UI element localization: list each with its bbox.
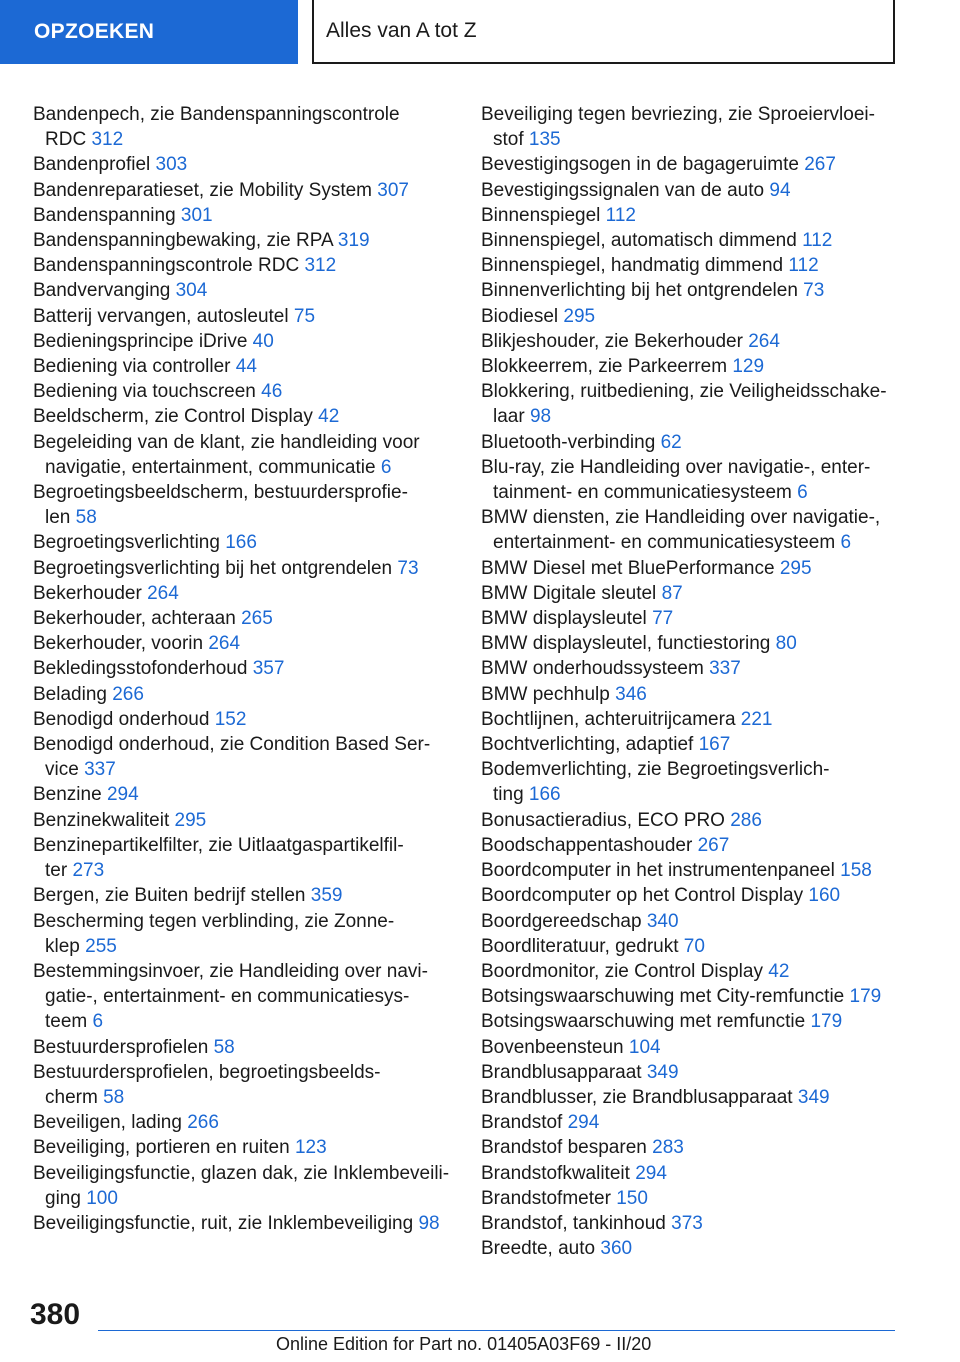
index-entry-text: Benodigd onderhoud, zie Condition Based Ser- vice <box>33 734 431 781</box>
index-entry-text: Bestuurdersprofielen, begroetingsbeelds- cherm <box>33 1061 381 1108</box>
index-page-link[interactable]: 267 <box>804 154 836 176</box>
index-entry <box>481 1110 901 1135</box>
index-entry <box>481 682 901 707</box>
index-entry-text: Beveiliging, portieren en ruiten <box>33 1137 290 1159</box>
index-entry-text: Brandstof besparen <box>481 1137 647 1159</box>
chapter-title: Alles van A tot Z <box>312 0 895 64</box>
index-entry <box>481 858 901 883</box>
index-entry-text: Benzinekwaliteit <box>33 809 170 831</box>
index-entry <box>33 530 453 555</box>
index-page-link[interactable]: 104 <box>628 1036 661 1058</box>
index-entry-text: Bonusactieradius, ECO PRO <box>481 809 725 831</box>
index-entry <box>33 354 453 379</box>
index-page-link[interactable]: 135 <box>528 129 561 151</box>
index-entry <box>481 379 901 429</box>
index-entry <box>33 556 453 581</box>
index-entry <box>481 304 901 329</box>
index-entry <box>33 203 453 228</box>
index-entry-text: Bekerhouder <box>33 582 142 604</box>
index-entry-text: Brandblusapparaat <box>481 1061 642 1083</box>
index-page-link[interactable]: 221 <box>740 708 773 730</box>
index-entry <box>33 782 453 807</box>
index-page-link[interactable]: 87 <box>661 582 683 604</box>
index-page-link[interactable]: 6 <box>380 456 392 478</box>
index-entry-text: Breedte, auto <box>481 1238 596 1260</box>
index-entry <box>33 1110 453 1135</box>
index-entry-text: Bedieningsprincipe iDrive <box>33 330 248 352</box>
index-entry <box>481 984 901 1009</box>
index-entry-text: Benodigd onderhoud <box>33 708 210 730</box>
index-entry <box>481 757 901 807</box>
index-entry-text: Brandstofmeter <box>481 1187 611 1209</box>
index-page-link[interactable]: 346 <box>615 683 647 705</box>
index-entry <box>33 883 453 908</box>
index-page-link[interactable]: 307 <box>377 179 409 201</box>
index-entry <box>481 1085 901 1110</box>
index-entry <box>481 253 901 278</box>
index-entry <box>481 354 901 379</box>
index-entry-text: Brandblusser, zie Brandblusapparaat <box>481 1086 793 1108</box>
index-entry <box>33 329 453 354</box>
index-entry-text: Bandenspanningscontrole RDC <box>33 255 300 277</box>
index-page-link[interactable]: 283 <box>652 1137 684 1159</box>
index-entry-text: Bodemverlichting, zie Begroetingsverlich- ting <box>481 759 830 806</box>
index-entry <box>33 102 453 152</box>
index-entry <box>481 430 901 455</box>
index-entry <box>481 606 901 631</box>
index-entry-text: Batterij vervangen, autosleutel <box>33 305 289 327</box>
page-header <box>0 0 960 64</box>
index-page-link[interactable]: 265 <box>241 608 273 630</box>
index-entry <box>481 656 901 681</box>
index-page-link[interactable]: 295 <box>174 809 207 831</box>
index-entry <box>33 909 453 959</box>
index-entry <box>33 833 453 883</box>
index-entry <box>481 228 901 253</box>
index-entry-text: Bandenprofiel <box>33 154 151 176</box>
index-page-link[interactable]: 349 <box>646 1061 679 1083</box>
index-entry <box>481 581 901 606</box>
index-page-link[interactable]: 75 <box>293 305 316 327</box>
index-entry <box>481 883 901 908</box>
index-entry-text: Beveiliging tegen bevriezing, zie Sproeiervloei- stof <box>481 104 875 151</box>
index-page-link[interactable]: 295 <box>779 557 812 579</box>
index-entry <box>481 203 901 228</box>
index-page-link[interactable]: 58 <box>213 1036 235 1058</box>
index-page-link[interactable]: 42 <box>768 960 790 982</box>
index-entry-text: Boodschappentashouder <box>481 834 693 856</box>
index-page-link[interactable]: 357 <box>252 658 285 680</box>
index-page-link[interactable]: 255 <box>85 935 117 957</box>
index-page-link[interactable]: 312 <box>91 129 124 151</box>
index-page-link[interactable]: 152 <box>214 708 247 730</box>
index-entry-text: Benzinepartikelfilter, zie Uitlaatgaspartikelfil- ter <box>33 834 404 882</box>
index-entry <box>481 707 901 732</box>
index-page-link[interactable]: 166 <box>528 784 561 806</box>
index-entry-text: Bevestigingssignalen van de auto <box>481 179 765 201</box>
index-entry-text: Beeldscherm, zie Control Display <box>33 406 313 428</box>
index-entry-text: Bovenbeensteun <box>481 1036 624 1058</box>
index-entry <box>481 959 901 984</box>
index-entry-text: Bochtlijnen, achteruitrijcamera <box>481 708 736 730</box>
index-entry-text: Begeleiding van de klant, zie handleiding voor navigatie, entertainment, communicatie <box>33 431 420 478</box>
index-entry <box>481 1236 901 1261</box>
index-entry <box>481 1060 901 1085</box>
index-entry-text: Bandvervanging <box>33 280 171 302</box>
index-page-link[interactable]: 150 <box>616 1187 648 1209</box>
index-page-link[interactable]: 286 <box>730 809 762 831</box>
index-entry-text: Bediening via controller <box>33 356 231 378</box>
page-number: 380 <box>30 1298 81 1331</box>
index-entry <box>481 178 901 203</box>
index-entry-text: BMW displaysleutel <box>481 608 647 630</box>
index-page-link[interactable]: 179 <box>849 986 882 1008</box>
index-entry <box>33 404 453 429</box>
index-entry-text: Beveiligingsfunctie, glazen dak, zie Inklembeveili- ging <box>33 1162 450 1209</box>
index-entry <box>33 581 453 606</box>
index-page-link[interactable]: 123 <box>294 1137 327 1159</box>
index-entry <box>481 732 901 757</box>
index-page-link[interactable]: 100 <box>86 1187 118 1209</box>
index-entry-text: Bescherming tegen verblinding, zie Zonne- klep <box>33 910 395 957</box>
index-page-link[interactable]: 349 <box>797 1086 830 1108</box>
index-entry <box>33 1060 453 1110</box>
index-entry-text: Benzine <box>33 784 102 806</box>
index-entry-text: Blikjeshouder, zie Bekerhouder <box>481 330 743 352</box>
index-entry-text: Belading <box>33 683 107 705</box>
index-entry-text: Bekerhouder, achteraan <box>33 608 236 630</box>
index-entry <box>481 505 901 555</box>
index-entry <box>481 455 901 505</box>
index-entry-text: Beveiligingsfunctie, ruit, zie Inklembeveiliging <box>33 1212 414 1234</box>
index-entry <box>481 278 901 303</box>
index-page-link[interactable]: 98 <box>418 1212 440 1234</box>
index-entry <box>481 329 901 354</box>
index-entry <box>33 1135 453 1160</box>
index-entry <box>481 1135 901 1160</box>
index-entry <box>33 228 453 253</box>
index-entry-text: Boordmonitor, zie Control Display <box>481 960 763 982</box>
index-page-link[interactable]: 73 <box>803 280 825 302</box>
index-page-link[interactable]: 294 <box>106 784 139 806</box>
index-entry-text: Boordcomputer in het instrumentenpaneel <box>481 860 835 882</box>
index-entry <box>33 631 453 656</box>
index-page-link[interactable]: 264 <box>748 330 780 352</box>
index-entry-text: BMW displaysleutel, functiestoring <box>481 633 771 655</box>
index-entry-text: Beveiligen, lading <box>33 1112 182 1134</box>
index-entry <box>33 1211 453 1236</box>
index-entry-text: Bevestigingsogen in de bagageruimte <box>481 154 799 176</box>
index-entry <box>481 152 901 177</box>
index-entry-text: Binnenspiegel, automatisch dimmend <box>481 230 797 252</box>
index-entry-text: BMW Diesel met BluePerformance <box>481 557 775 579</box>
index-page-link[interactable]: 294 <box>567 1112 600 1134</box>
index-page-link[interactable]: 6 <box>797 482 808 504</box>
index-page-link[interactable]: 267 <box>697 834 730 856</box>
index-page-link[interactable]: 40 <box>252 330 274 352</box>
index-entry-text: Binnenverlichting bij het ontgrendelen <box>481 280 798 302</box>
index-entry <box>33 253 453 278</box>
index-entry-text: Blokkeerrem, zie Parkeerrem <box>481 356 728 378</box>
index-entry-text: Binnenspiegel, handmatig dimmend <box>481 255 784 277</box>
index-page-link[interactable]: 166 <box>225 532 257 554</box>
index-entry <box>33 606 453 631</box>
index-entry-text: Begroetingsverlichting <box>33 532 220 554</box>
index-entry-text: Bekerhouder, voorin <box>33 633 204 655</box>
index-page-link[interactable]: 80 <box>775 633 797 655</box>
index-page-link[interactable]: 112 <box>788 255 819 277</box>
index-entry-text: Brandstofkwaliteit <box>481 1162 630 1184</box>
index-entry <box>481 1186 901 1211</box>
index-page-link[interactable]: 319 <box>337 230 370 252</box>
index-page-link[interactable]: 58 <box>75 507 97 529</box>
index-page-link[interactable]: 340 <box>646 910 679 932</box>
index-entry <box>33 656 453 681</box>
index-page-link[interactable]: 304 <box>175 280 208 302</box>
index-entry-text: Bandenpech, zie Bandenspanningscontrole RDC <box>33 104 400 151</box>
index-entry-text: Bandenreparatieset, zie Mobility System <box>33 179 372 201</box>
index-page-link[interactable]: 158 <box>840 860 872 882</box>
index-entry-text: Bandenspanning <box>33 204 176 226</box>
index-page-link[interactable]: 77 <box>652 608 674 630</box>
index-entry-text: BMW onderhoudssysteem <box>481 658 704 680</box>
index-page-link[interactable]: 58 <box>103 1086 125 1108</box>
footer-divider <box>98 1330 895 1331</box>
index-entry-text: Blokkering, ruitbediening, zie Veiligheidsschake- laar <box>481 381 887 428</box>
index-entry-text: Bochtverlichting, adaptief <box>481 734 694 756</box>
index-entry <box>33 732 453 782</box>
index-page-link[interactable]: 294 <box>635 1162 667 1184</box>
index-entry-text: BMW Digitale sleutel <box>481 582 657 604</box>
index-entry <box>33 278 453 303</box>
index-entry <box>33 1161 453 1211</box>
index-entry <box>33 304 453 329</box>
index-entry <box>481 808 901 833</box>
index-entry-text: Bestuurdersprofielen <box>33 1036 209 1058</box>
index-entry <box>481 1009 901 1034</box>
index-entry <box>481 1035 901 1060</box>
index-entry <box>481 556 901 581</box>
index-entry-text: Begroetingsbeeldscherm, bestuurdersprofie- len <box>33 482 408 529</box>
index-entry <box>33 1035 453 1060</box>
index-page-link[interactable]: 112 <box>802 230 833 252</box>
index-page-link[interactable]: 295 <box>563 305 596 327</box>
index-entry-text: Bediening via touchscreen <box>33 381 256 403</box>
index-page-link[interactable]: 337 <box>84 759 116 781</box>
index-page-link[interactable]: 6 <box>92 1011 104 1033</box>
index-entry <box>33 959 453 1035</box>
index-entry <box>481 631 901 656</box>
index-entry <box>33 682 453 707</box>
index-entry-text: BMW pechhulp <box>481 683 610 705</box>
index-entry-text: Boordcomputer op het Control Display <box>481 885 804 907</box>
index-page-link[interactable]: 167 <box>698 734 731 756</box>
index-entry <box>33 379 453 404</box>
index-entry <box>481 102 901 152</box>
index-entry-text: Binnenspiegel <box>481 204 601 226</box>
index-page-link[interactable]: 62 <box>660 431 682 453</box>
index-page-link[interactable]: 44 <box>235 356 257 378</box>
index-entry-text: Begroetingsverlichting bij het ontgrendelen <box>33 557 393 579</box>
index-page-link[interactable]: 360 <box>600 1238 633 1260</box>
index-entry <box>33 430 453 480</box>
index-page-link[interactable]: 266 <box>187 1112 219 1134</box>
index-page-link[interactable]: 303 <box>155 154 188 176</box>
index-entry-text: BMW diensten, zie Handleiding over navigatie-, entertainment- en communicatiesysteem <box>481 507 881 554</box>
index-entry <box>33 808 453 833</box>
index-entry <box>481 1211 901 1236</box>
index-entry-text: Boordgereedschap <box>481 910 642 932</box>
index-page-link[interactable]: 42 <box>318 406 340 428</box>
index-page-link[interactable]: 112 <box>605 204 636 226</box>
index-entry <box>481 833 901 858</box>
index-entry <box>33 707 453 732</box>
index-page-link[interactable]: 73 <box>397 557 419 579</box>
index-page-link[interactable]: 266 <box>112 683 144 705</box>
index-page-link[interactable]: 264 <box>208 633 241 655</box>
index-page-link[interactable]: 273 <box>72 860 105 882</box>
index-entry-text: Bandenspanningbewaking, zie RPA <box>33 230 333 252</box>
index-page-link[interactable]: 373 <box>671 1212 703 1234</box>
index-entry-text: Bekledingsstofonderhoud <box>33 658 248 680</box>
index-entry-text: Bluetooth-verbinding <box>481 431 656 453</box>
index-page-link[interactable]: 98 <box>529 406 552 428</box>
index-column-right <box>481 102 901 1261</box>
index-entry-text: Bestemmingsinvoer, zie Handleiding over navi- gatie-, entertainment- en communicatiesys- teem <box>33 960 428 1033</box>
index-column-left <box>33 102 453 1236</box>
index-entry-text: Botsingswaarschuwing met City-remfunctie <box>481 986 845 1008</box>
footer-edition: Online Edition for Part no. 01405A03F69 - II/20 <box>276 1334 652 1354</box>
index-entry <box>33 178 453 203</box>
index-entry <box>481 934 901 959</box>
index-page-link[interactable]: 70 <box>683 935 705 957</box>
index-entry <box>481 909 901 934</box>
index-entry-text: Brandstof, tankinhoud <box>481 1212 666 1234</box>
index-entry-text: Bergen, zie Buiten bedrijf stellen <box>33 885 306 907</box>
index-page-link[interactable]: 359 <box>310 885 343 907</box>
index-entry-text: Boordliteratuur, gedrukt <box>481 935 679 957</box>
index-entry-text: Blu-ray, zie Handleiding over navigatie-, enter- tainment- en communicatiesysteem <box>481 456 871 504</box>
index-page-link[interactable]: 46 <box>261 381 283 403</box>
index-page-link[interactable]: 129 <box>732 356 765 378</box>
index-page-link[interactable]: 179 <box>810 1011 843 1033</box>
index-page-link[interactable]: 312 <box>304 255 337 277</box>
index-entry-text: Brandstof <box>481 1112 563 1134</box>
index-page-link[interactable]: 301 <box>180 204 213 226</box>
index-entry <box>481 1161 901 1186</box>
index-entry <box>33 480 453 530</box>
index-page-link[interactable]: 160 <box>808 885 841 907</box>
index-page-link[interactable]: 337 <box>709 658 741 680</box>
index-page-link[interactable]: 94 <box>769 179 791 201</box>
index-entry-text: Botsingswaarschuwing met remfunctie <box>481 1011 806 1033</box>
section-tab: OPZOEKEN <box>0 0 298 64</box>
index-entry <box>33 152 453 177</box>
index-entry-text: Biodiesel <box>481 305 559 327</box>
index-page-link[interactable]: 264 <box>147 582 179 604</box>
index-page-link[interactable]: 6 <box>840 532 852 554</box>
